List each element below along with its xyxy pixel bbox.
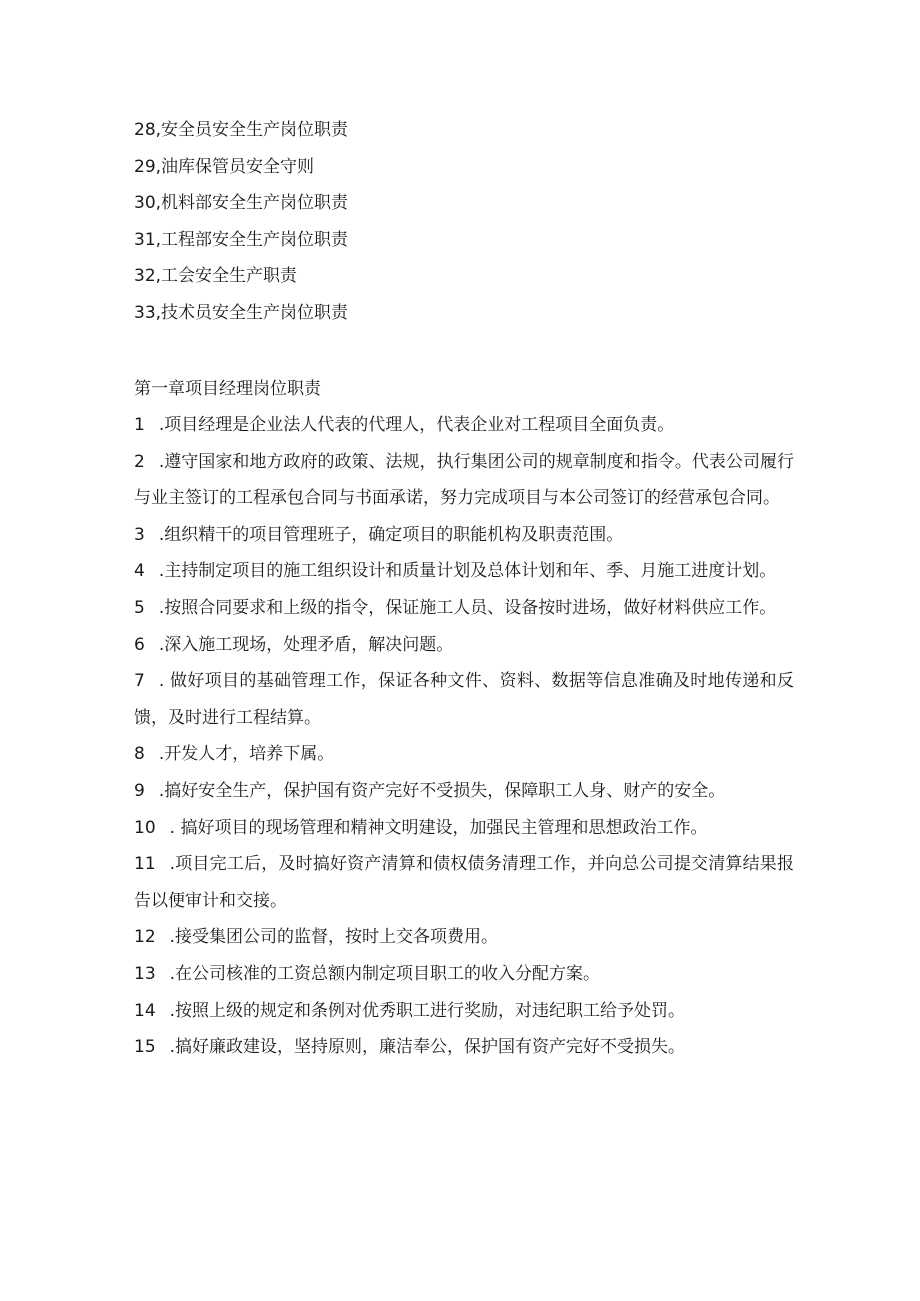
duty-text: .搞好安全生产，保护国有资产完好不受损失，保障职工人身、财产的安全。 [158, 780, 726, 801]
duty-number: 10 [134, 817, 156, 838]
toc-item: 31,工程部安全生产岗位职责 [134, 229, 349, 250]
duty-item [134, 736, 794, 773]
duty-text: .项目完工后，及时搞好资产清算和债权债务清理工作，并向总公司提交清算结果报告以便审计和交接。 [134, 854, 794, 911]
toc-item: 30,机料部安全生产岗位职责 [134, 193, 349, 213]
duty-text: .深入施工现场，处理矛盾，解决问题。 [158, 634, 454, 655]
duty-item [134, 627, 794, 664]
duty-number: 6 [134, 634, 145, 655]
duty-number: 3 [134, 524, 145, 545]
duty-text: .接受集团公司的监督，按时上交各项费用。 [169, 927, 499, 948]
duty-number: 1 [134, 415, 145, 435]
duty-number: 14 [134, 1000, 156, 1021]
duty-text: .项目经理是企业法人代表的代理人，代表企业对工程项目全面负责。 [158, 415, 675, 435]
duty-item [134, 444, 794, 517]
duty-item [134, 590, 794, 627]
toc-item: 33,技术员安全生产岗位职责 [134, 302, 349, 323]
toc-item: 28,安全员安全生产岗位职责 [134, 120, 349, 140]
duty-item [134, 919, 794, 956]
duty-text: .在公司核准的工资总额内制定项目职工的收入分配方案。 [169, 963, 601, 984]
duty-item [134, 553, 794, 590]
duty-text: .搞好廉政建设，坚持原则，廉洁奉公，保护国有资产完好不受损失。 [169, 1037, 686, 1058]
duty-item [134, 407, 794, 444]
duty-item [134, 663, 794, 736]
duty-item [134, 1029, 794, 1066]
duty-number: 5 [134, 597, 145, 618]
duty-text: .遵守国家和地方政府的政策、法规，执行集团公司的规章制度和指令。代表公司履行与业主签订的工程承包合同与书面承诺，努力完成项目与本公司签订的经营承包合同。 [134, 451, 794, 509]
duty-text: . 做好项目的基础管理工作，保证各种文件、资料、数据等信息准确及时地传递和反馈，及时进行工程结算。 [134, 671, 794, 728]
toc-item: 29,油库保管员安全守则 [134, 156, 315, 177]
duty-item [134, 956, 794, 993]
duty-number: 9 [134, 780, 145, 801]
duty-number: 11 [134, 854, 156, 875]
duty-number: 13 [134, 963, 156, 984]
duty-item [134, 773, 794, 810]
duty-item [134, 993, 794, 1030]
duty-text: .按照合同要求和上级的指令，保证施工人员、设备按时进场，做好材料供应工作。 [158, 597, 777, 618]
duty-text: . 搞好项目的现场管理和精神文明建设，加强民主管理和思想政治工作。 [169, 817, 708, 838]
duty-text: .开发人才，培养下属。 [158, 744, 335, 765]
document-page [134, 112, 794, 1066]
chapter-title: 第一章项目经理岗位职责 [134, 379, 321, 399]
duty-text: .按照上级的规定和条例对优秀职工进行奖励，对违纪职工给予处罚。 [169, 1000, 686, 1021]
toc-item: 32,工会安全生产职责 [134, 266, 298, 286]
duty-number: 8 [134, 744, 145, 765]
duty-item [134, 846, 794, 919]
duty-number: 7 [134, 671, 145, 692]
toc-list [134, 112, 794, 331]
duty-item [134, 517, 794, 554]
duty-list [134, 407, 794, 1066]
duty-text: .主持制定项目的施工组织设计和质量计划及总体计划和年、季、月施工进度计划。 [158, 561, 777, 582]
duty-text: .组织精干的项目管理班子，确定项目的职能机构及职责范围。 [158, 524, 624, 545]
duty-number: 2 [134, 451, 145, 472]
duty-number: 15 [134, 1037, 156, 1058]
duty-item [134, 810, 794, 847]
duty-number: 12 [134, 927, 156, 948]
duty-number: 4 [134, 561, 145, 582]
